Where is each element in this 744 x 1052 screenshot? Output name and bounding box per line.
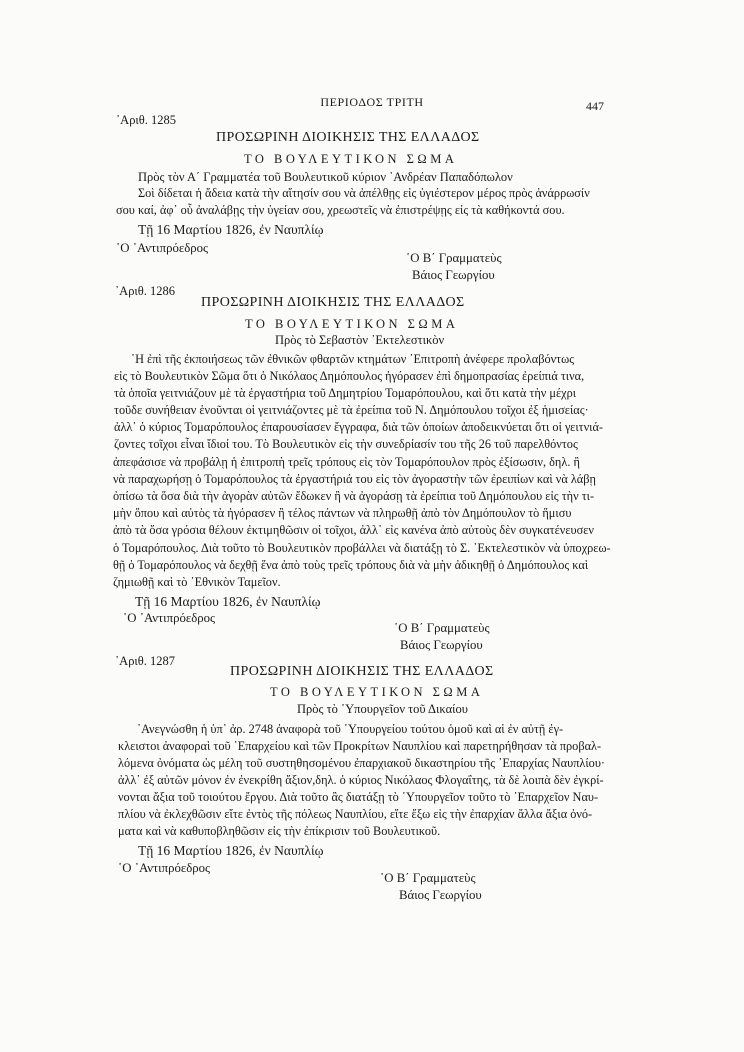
body-line: τὰ ὁποῖα γειτνιάζουν μὲ τὰ ἐργαστήρια τοῦ Δημητρίου Τομαρόπουλου, καὶ ὅτι κατὰ τὴν μέχρι	[114, 386, 577, 400]
body-line: νὰ παραχωρήσῃ ὁ Τομαρόπουλος τὰ ἐργαστήριά του εἰς τὸν ἀγοραστὴν τῶν ἐρειπίων καὶ νὰ λάβῃ	[113, 472, 596, 486]
body-line: θῇ ὁ Τομαρόπουλος νὰ δεχθῇ ἕνα ἀπὸ τοὺς τρεῖς τρόπους διὰ νὰ μὴν ἀδικηθῇ ὁ Δημόπουλος καὶ	[113, 558, 589, 572]
body-line: ἀπὸ τὰ ὅσα γρόσια θέλουν ἐκτιμηθῶσιν οἱ τοῖχοι, ἀλλ᾿ εἰς κανένα ἀπὸ αὐτοὺς δὲν συγκατένευσεν	[113, 523, 594, 537]
body-line: λόμενα ὀνόματα ὡς μέλη τοῦ συστηθησομένου ἐπαρχιακοῦ δικαστηρίου τῆς ᾿Επαρχίας Ναυπλίου·	[118, 756, 606, 770]
doc-title-1286: ΠΡΟΣΩΡΙΝΗ ΔΙΟΙΚΗΣΙΣ ΤΗΣ ΕΛΛΑΔΟΣ	[201, 295, 465, 310]
body-line: ἀλλ᾿ ὁ κύριος Τομαρόπουλος ἐπαρουσίασεν ἔγγραφα, διὰ τῶν ὁποίων ἀποδεικνύεται ὅτι οἱ γειτνιά-	[114, 420, 604, 434]
doc-subtitle-1287: ΤΟ ΒΟΥΛΕΥΤΙΚΟΝ ΣΩΜΑ	[270, 685, 484, 699]
page-number: 447	[586, 99, 604, 113]
left-signature-1287: ῾Ο ᾿Αντιπρόεδρος	[118, 861, 211, 875]
doc-title-1285: ΠΡΟΣΩΡΙΝΗ ΔΙΟΙΚΗΣΙΣ ΤΗΣ ΕΛΛΑΔΟΣ	[216, 130, 480, 145]
doc-ref-1285: ᾿Αριθ. 1285	[116, 113, 177, 127]
body-line: ἀπεφάσισε νὰ προβάλῃ ἡ ἐπιτροπὴ τρεῖς τρόπους εἰς τὸν Τομαρόπουλον πρὸς ἐξίσωσιν, δηλ. ἢ	[113, 455, 580, 469]
doc-addressee-1285: Πρὸς τὸν Α΄ Γραμματέα τοῦ Βουλευτικοῦ κύριον ᾿Ανδρέαν Παπαδόπωλον	[138, 170, 513, 184]
doc-title-1287: ΠΡΟΣΩΡΙΝΗ ΔΙΟΙΚΗΣΙΣ ΤΗΣ ΕΛΛΑΔΟΣ	[230, 664, 494, 679]
running-head: ΠΕΡΙΟΔΟΣ ΤΡΙΤΗ	[320, 95, 424, 109]
right-signature-title-1286: ῾Ο Β΄ Γραμματεὺς	[394, 621, 490, 635]
body-line: κλειστοι ἀναφοραὶ τοῦ ᾿Επαρχείου καὶ τῶν Προκρίτων Ναυπλίου καὶ παρετηρήθησαν τὰ προβαλ-	[118, 739, 602, 753]
body-line: ᾿Ανεγνώσθη ἡ ὑπ᾿ ἀρ. 2748 ἀναφορὰ τοῦ ῾Υπουργείου τούτου ὁμοῦ καὶ αἱ ἐν αὐτῇ ἐγ-	[137, 722, 564, 736]
right-signature-name-1286: Βάιος Γεωργίου	[400, 638, 483, 652]
body-line: ὀπίσω τὰ ὅσα διὰ τὴν ἀγορὰν αὐτῶν ἔδωκεν ἢ νὰ ἀγοράσῃ τὰ ἐρείπια τοῦ Δημόπουλου εἰς τὴν τι-	[113, 489, 595, 503]
doc-date-1287: Τῇ 16 Μαρτίου 1826, ἐν Ναυπλίῳ	[138, 843, 324, 858]
doc-date-1285: Τῇ 16 Μαρτίου 1826, ἐν Ναυπλίῳ	[138, 222, 324, 237]
right-signature-title-1287: ῾Ο Β΄ Γραμματεὺς	[380, 871, 476, 885]
doc-ref-1287: ᾿Αριθ. 1287	[115, 654, 176, 668]
body-line: ματα καὶ νὰ καθυποβληθῶσιν εἰς τὴν ἐπίκρισιν τοῦ Βουλευτικοῦ.	[118, 824, 441, 838]
doc-subtitle-1285: ΤΟ ΒΟΥΛΕΥΤΙΚΟΝ ΣΩΜΑ	[244, 152, 458, 166]
body-line: σου καί, ἀφ᾿ οὗ ἀναλάβῃς τὴν ὑγείαν σου, χρεωστεῖς νὰ ἐπιστρέψῃς εἰς τὰ καθήκοντά σου.	[116, 203, 565, 217]
body-line: μὴν ὅπου καὶ αὐτὸς τὰ ἠγόρασεν ἢ τέλος πάντων νὰ πληρωθῇ ἀπὸ τὸν Δημόπουλον τὸ ἥμισυ	[113, 506, 572, 520]
body-line: εἰς τὸ Βουλευτικὸν Σῶμα ὅτι ὁ Νικόλαος Δημόπουλος ἠγόρασεν ἐπὶ δημοπρασίας ἐρείπιά τινα,	[114, 369, 585, 383]
doc-ref-1286: ᾿Αριθ. 1286	[115, 284, 176, 298]
doc-subtitle-1286: ΤΟ ΒΟΥΛΕΥΤΙΚΟΝ ΣΩΜΑ	[245, 317, 459, 331]
doc-addressee-1286: Πρὸς τὸ Σεβαστὸν ᾿Εκτελεστικὸν	[275, 333, 445, 347]
left-signature-1285: ῾Ο ᾿Αντιπρόεδρος	[116, 241, 209, 255]
body-line: ἀλλ᾿ ἐξ αὐτῶν μόνον ἐν ἐνεκρίθη ἄξιον,δηλ. ὁ κύριος Νικόλαος Φλογαΐτης, τὰ δὲ λοιπὰ δὲν ἐγκρί-	[118, 773, 604, 787]
left-signature-1286: ῾Ο ᾿Αντιπρόεδρος	[123, 611, 216, 625]
body-line: ῾Η ἐπὶ τῆς ἐκποιήσεως τῶν ἐθνικῶν φθαρτῶν κτημάτων ᾿Επιτροπὴ ἀνέφερε προλαβόντως	[131, 352, 575, 366]
body-line: Σοὶ δίδεται ἡ ἄδεια κατὰ τὴν αἴτησίν σου νὰ ἀπέλθῃς εἰς ὑγιέστερον μέρος πρὸς ἀνάρρωσίν	[138, 186, 590, 200]
body-line: νονται ἄξια τοῦ τοιούτου ἔργου. Διὰ τοῦτο ἂς διατάξῃ τὸ ῾Υπουργεῖον τοῦτο τὸ ᾿Επαρχεῖον Ναυ-	[118, 790, 599, 804]
body-line: τοῦδε συνήθειαν ἑνοῦνται οἱ γειτνιάζοντες μὲ τὰ ἐρείπια τοῦ Ν. Δημόπουλου τοῖχοι ἐξ ἡμισείας·	[114, 403, 589, 417]
body-line: ζημιωθῇ καὶ τὸ ᾿Εθνικὸν Ταμεῖον.	[113, 575, 281, 589]
body-line: πλίου νὰ ἐκλεχθῶσιν εἴτε ἐντὸς τῆς πόλεως Ναυπλίου, εἴτε ἔξω εἰς τὴν ἐπαρχίαν ἄλλα ἄξια ὀνό-	[118, 807, 593, 821]
body-line: ζοντες τοῖχοι εἶναι ἴδιοί του. Τὸ Βουλευτικὸν εἰς τὴν συνεδρίασίν του τῆς 26 τοῦ παρελθόντος	[114, 437, 578, 451]
right-signature-name-1285: Βάιος Γεωργίου	[412, 268, 495, 282]
doc-date-1286: Τῇ 16 Μαρτίου 1826, ἐν Ναυπλίῳ	[135, 594, 321, 609]
doc-addressee-1287: Πρὸς τὸ ῾Υπουργεῖον τοῦ Δικαίου	[297, 702, 468, 716]
right-signature-name-1287: Βάιος Γεωργίου	[399, 888, 482, 902]
right-signature-title-1285: ῾Ο Β΄ Γραμματεὺς	[406, 251, 502, 265]
body-line: ὁ Τομαρόπουλος. Διὰ τοῦτο τὸ Βουλευτικὸν προβάλλει νὰ διατάξῃ τὸ Σ. ᾿Εκτελεστικὸν νὰ ὑποχρεω-	[113, 541, 611, 555]
